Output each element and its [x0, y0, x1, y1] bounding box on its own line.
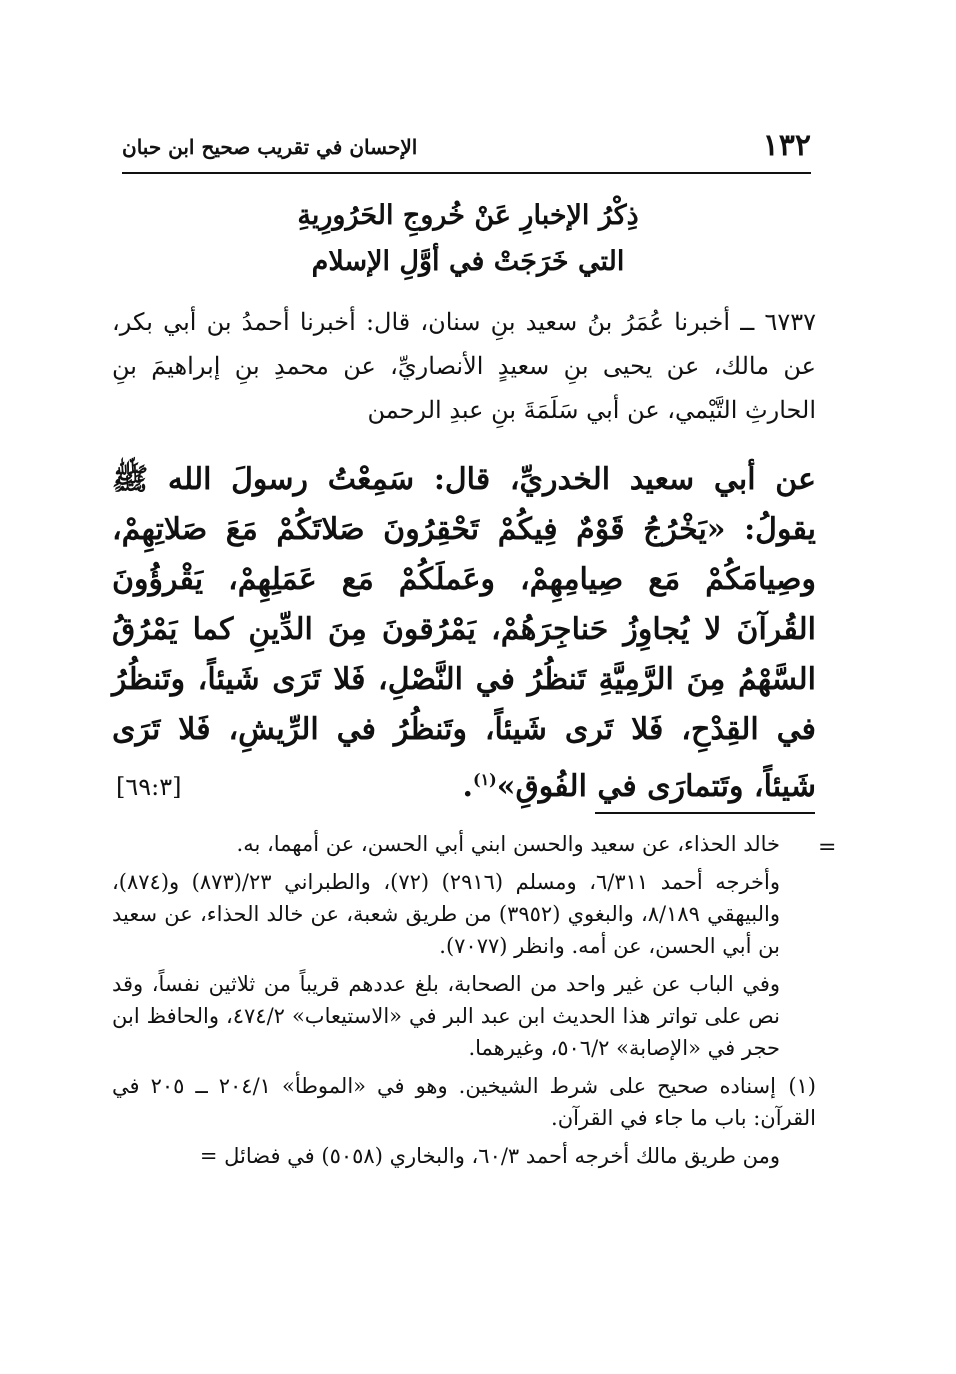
chapter-heading-line-1: ذِكْرُ الإخبارِ عَنْ خُروجِ الحَرُورِيةِ [297, 200, 639, 231]
header-rule [122, 172, 811, 174]
footnote-paragraph-1: وأخرجه أحمد ٦/٣١١، ومسلم (٢٩١٦) (٧٢)، والطبراني ٢٣/(٨٧٣) و(٨٧٤)، والبيهقي ٨/١٨٩، والبغوي (٣٩٥٢) من طريق شعبة، عن خالد الحذاء، عن سعيد بن أبي الحسن، عن أمه. وانظر (٧٠٧٧). [112, 870, 781, 958]
page-header [122, 126, 811, 168]
footnotes [112, 828, 816, 1178]
footnote-1-text: إسناده صحيح على شرط الشيخين. وهو في «الموطأ» ٢٠٤/١ ــ ٢٠٥ في القرآن: باب ما جاء في القرآن. [112, 1074, 816, 1130]
footnote-1-continuation: ومن طريق مالك أخرجه أحمد ٦٠/٣، والبخاري (٥٠٥٨) في فضائل = [199, 1144, 780, 1168]
footnote-marker: (١) [472, 770, 497, 789]
chapter-heading-line-2: التي خَرَجَتْ في أوَّلِ الإسلام [311, 246, 625, 277]
hadith-isnad: ٦٧٣٧ ــ أخبرنا عُمَرُ بنُ سعيد بنِ سنان، قال: أخبرنا أحمدُ بن أبي بكر، عن مالك، عن يحيى بنِ سعيدٍ الأنصاريِّ، عن محمدِ بنِ إبراهيمَ بنِ الحارثِ التَّيْمي، عن أبي سَلَمَةَ بنِ عبدِ الرحمن [112, 308, 816, 424]
hadith-matn [112, 455, 816, 812]
footnote-1-number: (١) [788, 1074, 816, 1098]
footnote-1 [112, 1070, 816, 1134]
chapter-heading [160, 193, 776, 285]
footnote-continued-line: خالد الحذاء، عن سعيد والحسن ابني أبي الحسن، عن أمهما، به. [236, 832, 780, 856]
hadith-reference: [٦٩:٣] [116, 773, 182, 801]
footnote-continuation-mark: = [818, 835, 837, 860]
page-number: ١٣٢ [762, 128, 811, 163]
hadith-matn-text: عن أبي سعيد الخدريِّ، قال: سَمِعْتُ رسولَ الله ﷺ يقولُ: «يَخْرُجُ قَوْمٌ فِيكُمْ تَحْقِرُونَ صَلاتَكُمْ مَعَ صَلاتِهِمْ، وصِيامَكُمْ مَع صِيامِهِمْ، وعَملَكُمْ مَع عَمَلِهِمْ، يَقْرؤُونَ القُرآنَ لا يُجاوِزُ حَناجِرَهُمْ، يَمْرُقونَ مِنَ الدِّينِ كما يَمْرُقُ السَّهْمُ مِنَ الرَّمِيَّةِ تَنظُرُ في النَّصْلِ، فَلا تَرَى شَيئاً، وتَنظُرُ في القِدْحِ، فَلا تَرى شَيئاً، وتَنظُرُ في الرِّيشِ، فَلا تَرَى شَيئاً، وتَتمارَى في الفُوقِ» [112, 462, 816, 804]
footnote-paragraph-2: وفي الباب عن غير واحد من الصحابة، بلغ عددهم قريباً من ثلاثين نفساً، وقد نص على تواتر هذا الحديث ابن عبد البر في «الاستيعاب» ٤٧٤/٢، والحافظ ابن حجر في «الإصابة» ٥٠٦/٢، وغيرهما. [112, 972, 781, 1060]
running-title: الإحسان في تقريب صحيح ابن حبان [122, 135, 418, 159]
hadith-end-mark: . [462, 769, 473, 804]
footnote-rule [595, 812, 815, 814]
